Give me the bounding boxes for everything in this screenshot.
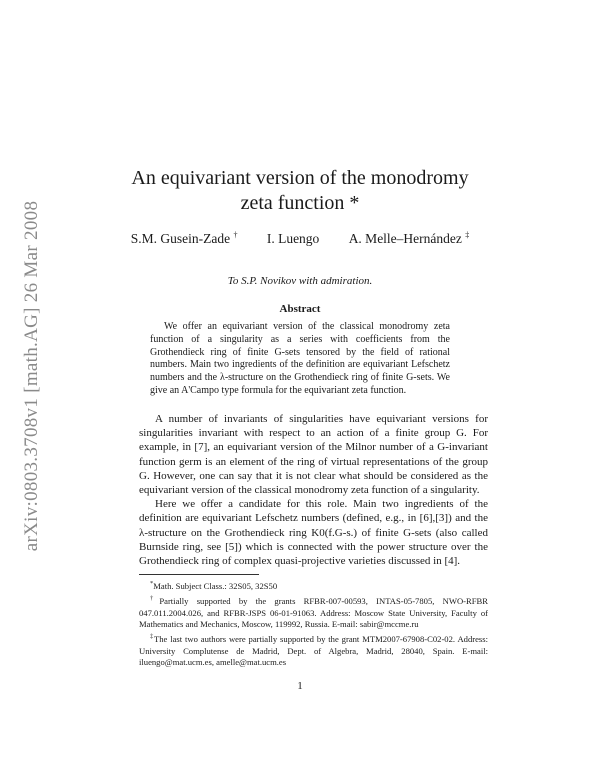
abstract-text: We offer an equivariant version of the classical monodromy zeta function of a singularity as a series with coefficients from the Grothendieck ring of finite G-sets tensored by the field of rational numbers. Main two ingredients of the definition are equivariant Lefschetz numbers and the λ-structure on the Grothendieck ring of finite G-sets. We give an A'Campo type formula for the equivariant zeta function.	[150, 321, 450, 396]
arxiv-identifier-text: arXiv:0803.3708v1 [math.AG] 26 Mar 2008	[21, 200, 43, 552]
title-footnote-mark: *	[349, 192, 360, 214]
abstract-heading: Abstract	[279, 303, 321, 315]
footnote-mark: *	[150, 580, 154, 587]
body-paragraph: A number of invariants of singularities have equivariant versions for singularities invariant with respect to an action of a finite group G. For example, in [7], an equivariant version of the Milnor number of a G-invariant function germ is an element of the ring of virtual representations of the group G. However, one can say that it is not clear what should be considered as the equivariant version of the classical monodromy zeta function of a singularity.	[139, 413, 488, 497]
title-line-2: zeta function	[240, 192, 345, 214]
author-name: A. Melle–Hernández	[348, 230, 462, 246]
author-footnote-mark: †	[233, 230, 238, 239]
author	[349, 231, 470, 246]
footnote	[139, 578, 488, 592]
page-number: 1	[297, 680, 303, 692]
footnote-text: The last two authors were partially supported by the grant MTM2007-67908-C02-02. Address: University Complutense de Madrid, Dept. of Algebra, Madrid, 28040, Spain. E-mail: iluengo@mat.ucm.es, amelle@mat.ucm.es	[139, 634, 489, 668]
author-footnote-mark: ‡	[465, 230, 470, 239]
author	[131, 231, 238, 246]
footnote-text: Math. Subject Class.: 32S05, 32S50	[153, 580, 278, 591]
body-paragraph: Here we offer a candidate for this role. Main two ingredients of the definition are equivariant Lefschetz numbers (defined, e.g., in [6],[3]) and the λ-structure on the Grothendieck ring K0(f.G-s.) of finite G-sets (also called Burnside ring, see [5]) which is connected with the power structure over the Grothendieck ring of complex quasi-projective varieties discussed in [4].	[139, 498, 488, 568]
arxiv-identifier-stamp	[12, 176, 52, 576]
paper-title	[100, 166, 500, 216]
footnote	[139, 593, 488, 630]
main-body	[139, 412, 488, 568]
footnote-mark: †	[150, 595, 160, 603]
footnote	[139, 631, 488, 668]
author-name: S.M. Gusein-Zade	[130, 230, 231, 246]
footnote-mark: ‡	[150, 633, 154, 641]
author-list	[100, 230, 500, 247]
author-name: I. Luengo	[266, 230, 320, 246]
author	[267, 231, 319, 246]
footnotes	[139, 574, 488, 669]
footnote-text: Partially supported by the grants RFBR-007-00593, INTAS-05-7805, NWO-RFBR 047.011.2004.026, and RFBR-JSPS 06-01-91063. Address: Moscow State University, Faculty of Mathematics and Mechanics, Moscow, 119992, Russia. E-mail: sabir@mccme.ru	[139, 596, 488, 629]
dedication: To S.P. Novikov with admiration.	[227, 275, 373, 287]
title-line-1: An equivariant version of the monodromy	[131, 167, 469, 189]
footnote-divider	[139, 574, 259, 575]
